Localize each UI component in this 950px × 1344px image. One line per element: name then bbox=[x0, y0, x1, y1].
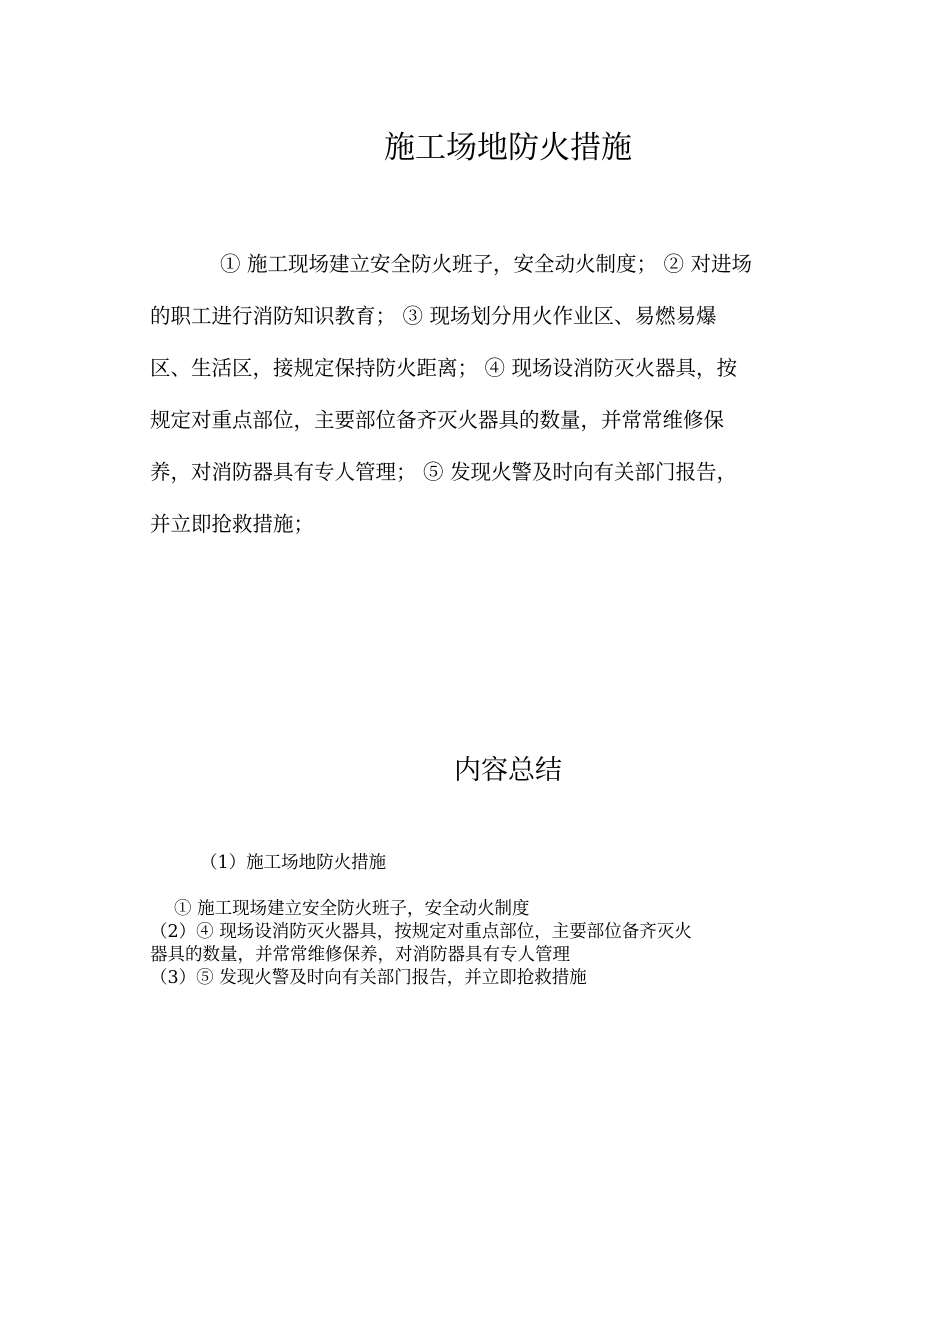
document-title: 施工场地防火措施 bbox=[384, 130, 632, 166]
summary-title: 内容总结 bbox=[454, 755, 562, 786]
body-line: 的职工进行消防知识教育； ③ 现场划分用火作业区、易燃易爆 bbox=[150, 304, 717, 328]
summary-line: （2）④ 现场设消防灭火器具，按规定对重点部位，主要部位备齐灭火 bbox=[150, 922, 692, 942]
summary-heading: （1）施工场地防火措施 bbox=[200, 853, 387, 873]
summary-list bbox=[150, 898, 810, 990]
body-paragraph bbox=[150, 238, 810, 550]
body-line: 养，对消防器具有专人管理； ⑤ 发现火警及时向有关部门报告， bbox=[150, 460, 738, 484]
summary-line: 器具的数量，并常常维修保养，对消防器具有专人管理 bbox=[150, 945, 570, 965]
body-line: 规定对重点部位，主要部位备齐灭火器具的数量，并常常维修保 bbox=[150, 408, 724, 432]
summary-line: （3）⑤ 发现火警及时向有关部门报告，并立即抢救措施 bbox=[150, 968, 587, 988]
summary-line: ① 施工现场建立安全防火班子，安全动火制度 bbox=[174, 899, 530, 919]
body-line: 并立即抢救措施； bbox=[150, 512, 314, 536]
body-line: ① 施工现场建立安全防火班子，安全动火制度； ② 对进场 bbox=[220, 252, 753, 276]
body-line: 区、生活区，接规定保持防火距离； ④ 现场设消防灭火器具，按 bbox=[150, 356, 738, 380]
